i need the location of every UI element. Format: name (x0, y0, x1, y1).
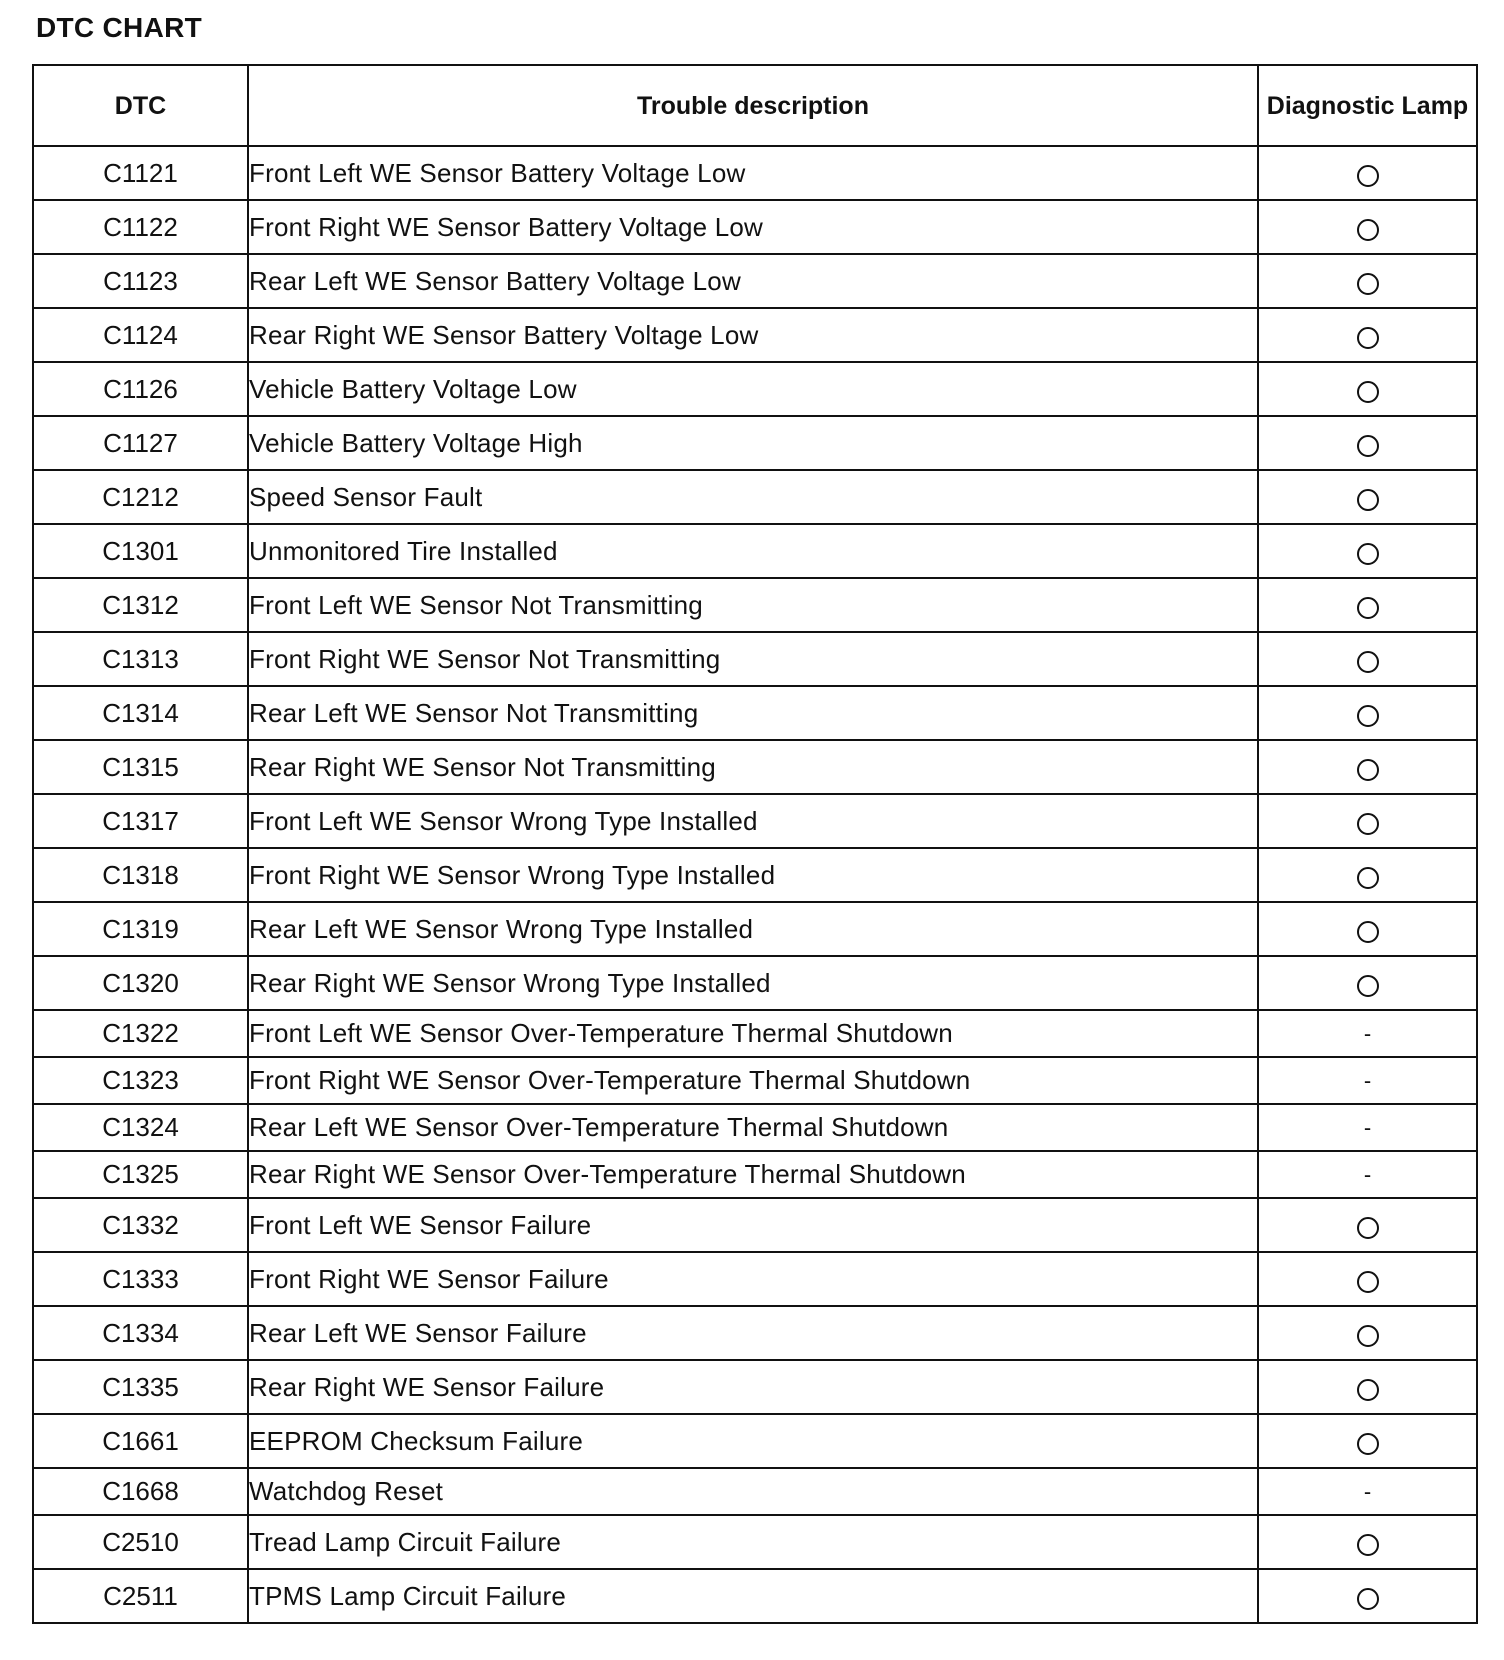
dtc-code: C1319 (33, 902, 248, 956)
trouble-description: Front Right WE Sensor Failure (248, 1252, 1258, 1306)
dtc-code: C1334 (33, 1306, 248, 1360)
header-diagnostic-lamp: Diagnostic Lamp (1258, 65, 1477, 146)
dtc-code: C1335 (33, 1360, 248, 1414)
table-row (33, 1057, 1477, 1104)
table-row (33, 1515, 1477, 1569)
lamp-on-circle-icon (1357, 1325, 1379, 1347)
trouble-description: Rear Right WE Sensor Not Transmitting (248, 740, 1258, 794)
dtc-code: C1301 (33, 524, 248, 578)
diagnostic-lamp-cell (1258, 1515, 1477, 1569)
dtc-code: C1332 (33, 1198, 248, 1252)
trouble-description: Rear Left WE Sensor Failure (248, 1306, 1258, 1360)
lamp-on-circle-icon (1357, 705, 1379, 727)
diagnostic-lamp-cell (1258, 1414, 1477, 1468)
table-row (33, 1104, 1477, 1151)
table-row (33, 686, 1477, 740)
lamp-on-circle-icon (1357, 921, 1379, 943)
dtc-code: C2510 (33, 1515, 248, 1569)
lamp-on-circle-icon (1357, 219, 1379, 241)
diagnostic-lamp-cell (1258, 200, 1477, 254)
trouble-description: Unmonitored Tire Installed (248, 524, 1258, 578)
lamp-on-circle-icon (1357, 273, 1379, 295)
diagnostic-lamp-cell (1258, 146, 1477, 200)
trouble-description: EEPROM Checksum Failure (248, 1414, 1258, 1468)
trouble-description: Rear Left WE Sensor Wrong Type Installed (248, 902, 1258, 956)
diagnostic-lamp-cell (1258, 1104, 1477, 1151)
dtc-code: C1123 (33, 254, 248, 308)
diagnostic-lamp-cell (1258, 686, 1477, 740)
trouble-description: Front Right WE Sensor Wrong Type Installed (248, 848, 1258, 902)
table-row (33, 1414, 1477, 1468)
table-row (33, 146, 1477, 200)
dtc-code: C1314 (33, 686, 248, 740)
page-title: DTC CHART (36, 12, 203, 43)
table-row (33, 848, 1477, 902)
dtc-code: C1324 (33, 1104, 248, 1151)
lamp-off-dash: - (1363, 1067, 1372, 1093)
lamp-on-circle-icon (1357, 1217, 1379, 1239)
dtc-code: C2511 (33, 1569, 248, 1623)
lamp-on-circle-icon (1357, 1379, 1379, 1401)
table-row (33, 1010, 1477, 1057)
dtc-code: C1121 (33, 146, 248, 200)
lamp-on-circle-icon (1357, 759, 1379, 781)
trouble-description: Front Right WE Sensor Not Transmitting (248, 632, 1258, 686)
lamp-on-circle-icon (1357, 165, 1379, 187)
dtc-code: C1126 (33, 362, 248, 416)
lamp-off-dash: - (1363, 1478, 1372, 1504)
dtc-code: C1333 (33, 1252, 248, 1306)
table-header-row (33, 65, 1477, 146)
trouble-description: Watchdog Reset (248, 1468, 1258, 1515)
trouble-description: Vehicle Battery Voltage Low (248, 362, 1258, 416)
diagnostic-lamp-cell (1258, 578, 1477, 632)
table-row (33, 362, 1477, 416)
lamp-on-circle-icon (1357, 1271, 1379, 1293)
table-body (33, 146, 1477, 1623)
table-row (33, 1360, 1477, 1414)
dtc-code: C1127 (33, 416, 248, 470)
diagnostic-lamp-cell (1258, 416, 1477, 470)
dtc-code: C1124 (33, 308, 248, 362)
lamp-on-circle-icon (1357, 975, 1379, 997)
table-row (33, 1306, 1477, 1360)
diagnostic-lamp-cell (1258, 470, 1477, 524)
diagnostic-lamp-cell (1258, 1198, 1477, 1252)
trouble-description: Rear Right WE Sensor Failure (248, 1360, 1258, 1414)
table-row (33, 632, 1477, 686)
trouble-description: Vehicle Battery Voltage High (248, 416, 1258, 470)
trouble-description: Rear Right WE Sensor Over-Temperature Thermal Shutdown (248, 1151, 1258, 1198)
lamp-on-circle-icon (1357, 1588, 1379, 1610)
trouble-description: Tread Lamp Circuit Failure (248, 1515, 1258, 1569)
diagnostic-lamp-cell (1258, 524, 1477, 578)
dtc-code: C1315 (33, 740, 248, 794)
table-row (33, 1468, 1477, 1515)
diagnostic-lamp-cell (1258, 1151, 1477, 1198)
diagnostic-lamp-cell (1258, 254, 1477, 308)
lamp-on-circle-icon (1357, 381, 1379, 403)
dtc-code: C1212 (33, 470, 248, 524)
trouble-description: Front Left WE Sensor Wrong Type Installed (248, 794, 1258, 848)
dtc-code: C1317 (33, 794, 248, 848)
trouble-description: Front Right WE Sensor Over-Temperature Thermal Shutdown (248, 1057, 1258, 1104)
dtc-code: C1122 (33, 200, 248, 254)
diagnostic-lamp-cell (1258, 308, 1477, 362)
lamp-on-circle-icon (1357, 1534, 1379, 1556)
table-row (33, 524, 1477, 578)
table-row (33, 470, 1477, 524)
diagnostic-lamp-cell (1258, 362, 1477, 416)
lamp-on-circle-icon (1357, 435, 1379, 457)
dtc-code: C1668 (33, 1468, 248, 1515)
header-dtc: DTC (33, 65, 248, 146)
trouble-description: Front Right WE Sensor Battery Voltage Low (248, 200, 1258, 254)
diagnostic-lamp-cell (1258, 794, 1477, 848)
diagnostic-lamp-cell (1258, 1569, 1477, 1623)
trouble-description: Rear Right WE Sensor Battery Voltage Low (248, 308, 1258, 362)
table-row (33, 902, 1477, 956)
lamp-off-dash: - (1363, 1020, 1372, 1046)
diagnostic-lamp-cell (1258, 1306, 1477, 1360)
table-row (33, 1198, 1477, 1252)
table-row (33, 1252, 1477, 1306)
table-row (33, 578, 1477, 632)
trouble-description: Rear Left WE Sensor Battery Voltage Low (248, 254, 1258, 308)
diagnostic-lamp-cell (1258, 956, 1477, 1010)
diagnostic-lamp-cell (1258, 848, 1477, 902)
lamp-on-circle-icon (1357, 1433, 1379, 1455)
lamp-on-circle-icon (1357, 543, 1379, 565)
table-row (33, 200, 1477, 254)
table-row (33, 794, 1477, 848)
table-row (33, 1569, 1477, 1623)
trouble-description: Front Left WE Sensor Failure (248, 1198, 1258, 1252)
table-row (33, 416, 1477, 470)
lamp-on-circle-icon (1357, 327, 1379, 349)
trouble-description: Rear Right WE Sensor Wrong Type Installed (248, 956, 1258, 1010)
trouble-description: Front Left WE Sensor Over-Temperature Thermal Shutdown (248, 1010, 1258, 1057)
trouble-description: TPMS Lamp Circuit Failure (248, 1569, 1258, 1623)
dtc-code: C1318 (33, 848, 248, 902)
diagnostic-lamp-cell (1258, 1360, 1477, 1414)
diagnostic-lamp-cell (1258, 1252, 1477, 1306)
lamp-on-circle-icon (1357, 867, 1379, 889)
dtc-table (32, 64, 1478, 1624)
table-row (33, 254, 1477, 308)
trouble-description: Rear Left WE Sensor Over-Temperature Thermal Shutdown (248, 1104, 1258, 1151)
diagnostic-lamp-cell (1258, 1468, 1477, 1515)
lamp-on-circle-icon (1357, 597, 1379, 619)
table-row (33, 740, 1477, 794)
dtc-code: C1323 (33, 1057, 248, 1104)
dtc-code: C1661 (33, 1414, 248, 1468)
header-trouble-description: Trouble description (248, 65, 1258, 146)
dtc-code: C1320 (33, 956, 248, 1010)
table-row (33, 308, 1477, 362)
lamp-on-circle-icon (1357, 651, 1379, 673)
trouble-description: Speed Sensor Fault (248, 470, 1258, 524)
trouble-description: Rear Left WE Sensor Not Transmitting (248, 686, 1258, 740)
dtc-code: C1312 (33, 578, 248, 632)
diagnostic-lamp-cell (1258, 1010, 1477, 1057)
lamp-on-circle-icon (1357, 813, 1379, 835)
diagnostic-lamp-cell (1258, 632, 1477, 686)
lamp-on-circle-icon (1357, 489, 1379, 511)
trouble-description: Front Left WE Sensor Battery Voltage Low (248, 146, 1258, 200)
diagnostic-lamp-cell (1258, 740, 1477, 794)
table-row (33, 956, 1477, 1010)
dtc-code: C1325 (33, 1151, 248, 1198)
dtc-code: C1313 (33, 632, 248, 686)
lamp-off-dash: - (1363, 1114, 1372, 1140)
trouble-description: Front Left WE Sensor Not Transmitting (248, 578, 1258, 632)
dtc-code: C1322 (33, 1010, 248, 1057)
diagnostic-lamp-cell (1258, 1057, 1477, 1104)
table-row (33, 1151, 1477, 1198)
lamp-off-dash: - (1363, 1161, 1372, 1187)
diagnostic-lamp-cell (1258, 902, 1477, 956)
